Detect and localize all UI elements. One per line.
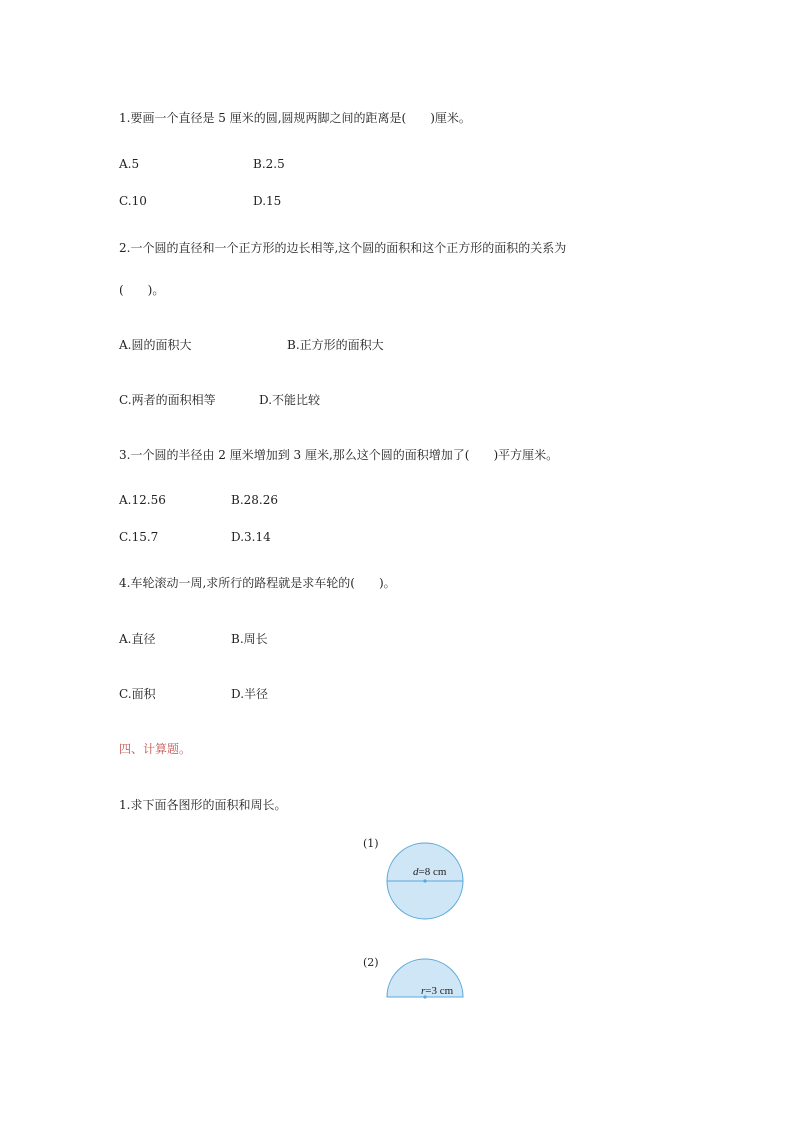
- q4-option-a: A.直径: [119, 632, 156, 646]
- figure-2-dim-var: r: [421, 985, 426, 997]
- question-1-stem: 1.要画一个直径是 5 厘米的圆,圆规两脚之间的距离是( )厘米。: [119, 111, 471, 125]
- q2-option-d: D.不能比较: [259, 393, 321, 407]
- q2-option-b: B.正方形的面积大: [287, 338, 384, 352]
- calc-question-1: 1.求下面各图形的面积和周长。: [119, 798, 287, 812]
- question-3-stem: 3.一个圆的半径由 2 厘米增加到 3 厘米,那么这个圆的面积增加了( )平方厘米。: [119, 448, 559, 462]
- section-title: 四、计算题。: [119, 742, 192, 756]
- q2-option-a: A.圆的面积大: [119, 338, 192, 352]
- q3-option-b: B.28.26: [231, 493, 278, 507]
- figure-2-dimension: [421, 985, 453, 997]
- q1-option-b: B.2.5: [253, 157, 285, 171]
- q1-option-a: A.5: [119, 157, 140, 171]
- question-2-stem: 2.一个圆的直径和一个正方形的边长相等,这个圆的面积和这个正方形的面积的关系为: [119, 241, 567, 255]
- figure-2-dim-value: =3 cm: [425, 985, 454, 997]
- question-4-stem: 4.车轮滚动一周,求所行的路程就是求车轮的( )。: [119, 576, 396, 590]
- q3-option-a: A.12.56: [119, 493, 166, 507]
- q1-option-d: D.15: [253, 194, 282, 208]
- q4-option-b: B.周长: [231, 632, 268, 646]
- q2-option-c: C.两者的面积相等: [119, 393, 216, 407]
- figure-1-dimension: [413, 866, 446, 878]
- figure-1-label: (1): [363, 837, 379, 850]
- q4-option-c: C.面积: [119, 687, 156, 701]
- q1-option-c: C.10: [119, 194, 147, 208]
- figure-2-label: (2): [363, 956, 379, 969]
- figure-1-dim-value: =8 cm: [418, 866, 447, 878]
- center-point: [423, 879, 426, 882]
- question-2-stem-continued: ( )。: [119, 283, 165, 297]
- figure-1-dim-var: d: [413, 866, 419, 878]
- q4-option-d: D.半径: [231, 687, 269, 701]
- q3-option-d: D.3.14: [231, 530, 271, 544]
- figure-1-circle: [385, 841, 465, 921]
- q3-option-c: C.15.7: [119, 530, 159, 544]
